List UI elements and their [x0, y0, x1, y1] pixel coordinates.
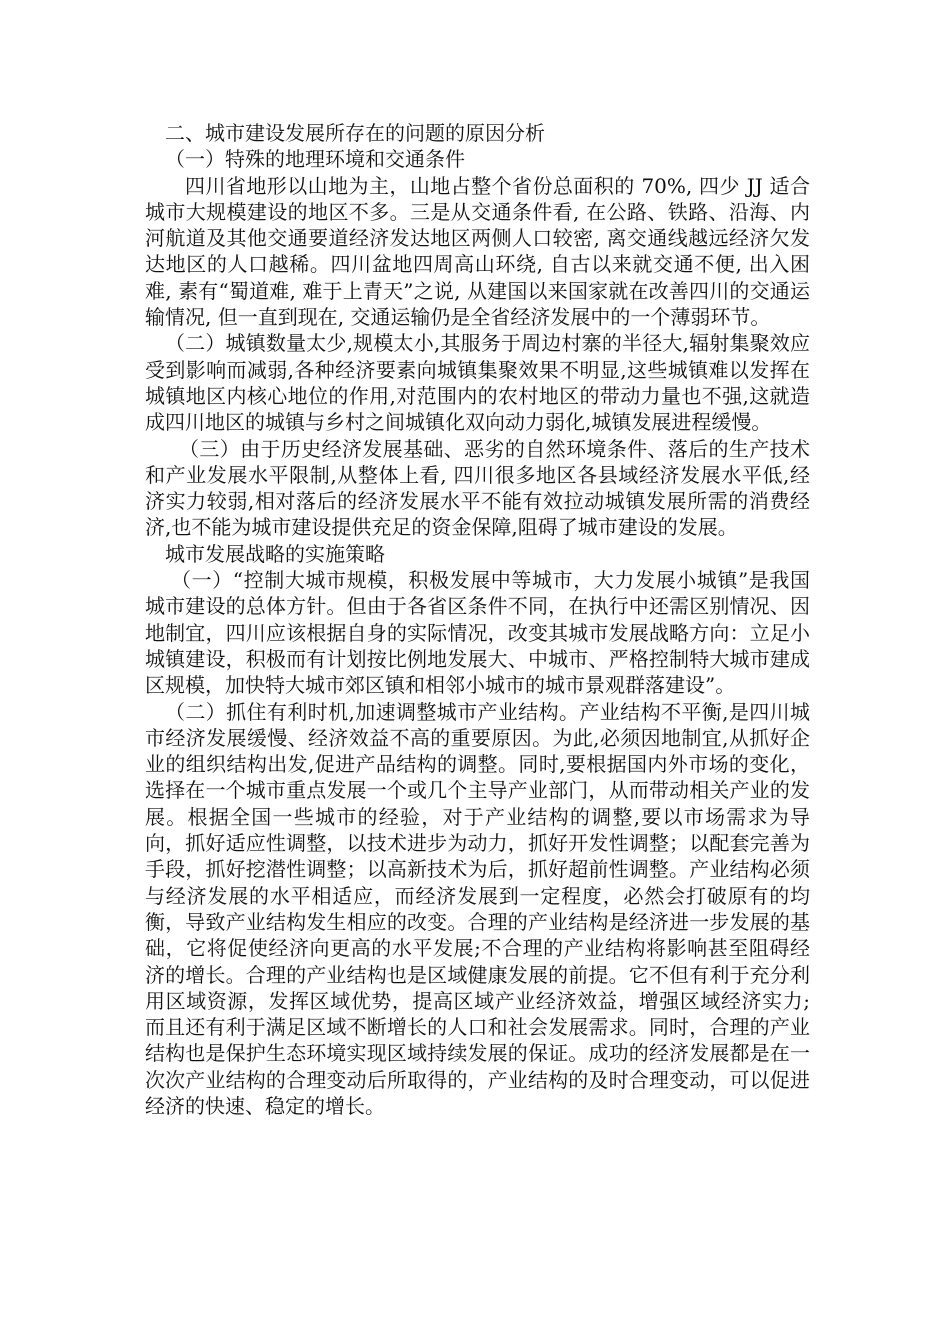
section-heading-strategy: 城市发展战略的实施策略: [165, 541, 385, 566]
paragraph-policy: （一）“控制大城市规模，积极发展中等城市，大力发展小城镇”是我国城市建设的总体方针。但由于各省区条件不同，在执行中还需区别情况、因地制宜，四川应该根据自身的实际情况，改变其城市发展战略方向：立足小城镇建设，积极而有计划按比例地发展大、中城市、严格控制特大城市建成区规模，加快特大城市郊区镇和相邻小城市的城市景观群落建设”。: [145, 568, 810, 698]
paragraph-geography: 四川省地形以山地为主，山地占整个省份总面积的 70%, 四少 JJ 适合城市大规模建设的地区不多。三是从交通条件看, 在公路、铁路、沿海、内河航道及其他交通要道经济发达地区两侧人口较密, 离交通线越远经济欠发达地区的人口越稀。四川盆地四周高山环绕, 自古以来就交通不便, 出入困难, 素有“蜀道难, 难于上青天”之说, 从建国以来国家就在改善四川的交通运输情况, 但一直到现在, 交通运输仍是全省经济发展中的一个薄弱环节。: [145, 173, 810, 330]
subheading-geography: （一）特殊的地理环境和交通条件: [165, 147, 465, 172]
paragraph-industry-structure: （二）抓住有利时机,加速调整城市产业结构。产业结构不平衡,是四川城市经济发展缓慢、经济效益不高的重要原因。为此,必须因地制宜,从抓好企业的组织结构出发,促进产品结构的调整。同时,要根据国内外市场的变化，选择在一个城市重点发展一个或几个主导产业部门，从而带动相关产业的发展。根据全国一些城市的经验，对于产业结构的调整,要以市场需求为导向，抓好适应性调整，以技术进步为动力，抓好开发性调整；以配套完善为手段，抓好挖潜性调整；以高新技术为后，抓好超前性调整。产业结构必须与经济发展的水平相适应，而经济发展到一定程度，必然会打破原有的均衡，导致产业结构发生相应的改变。合理的产业结构是经济进一步发展的基础，它将促使经济向更高的水平发展;不合理的产业结构将影响甚至阻碍经济的增长。合理的产业结构也是区域健康发展的前提。它不但有利于充分利用区域资源，发挥区域优势，提高区域产业经济效益，增强区域经济实力;而且还有利于满足区域不断增长的人口和社会发展需求。同时，合理的产业结构也是保护生态环境实现区域持续发展的保证。成功的经济发展都是在一次次产业结构的合理变动后所取得的，产业结构的及时合理变动，可以促进经济的快速、稳定的增长。: [145, 699, 810, 1118]
document-body: [145, 120, 810, 1119]
paragraph-town-scale: （二）城镇数量太少,规模太小,其服务于周边村寨的半径大,辐射集聚效应受到影响而减弱,各种经济要素向城镇集聚效果不明显,这些城镇难以发挥在城镇地区内核心地位的作用,对范围内的农村地区的带动力量也不强,这就造成四川地区的城镇与乡村之间城镇化双向动力弱化,城镇发展进程缓慢。: [145, 331, 810, 435]
paragraph-economic-base: （三）由于历史经济发展基础、恶劣的自然环境条件、落后的生产技术和产业发展水平限制,从整体上看, 四川很多地区各县域经济发展水平低,经济实力较弱,相对落后的经济发展水平不能有效拉动城镇发展所需的消费经济,也不能为城市建设提供充足的资金保障,阻碍了城市建设的发展。: [145, 436, 810, 540]
section-heading-main: 二、城市建设发展所存在的问题的原因分析: [165, 121, 545, 145]
